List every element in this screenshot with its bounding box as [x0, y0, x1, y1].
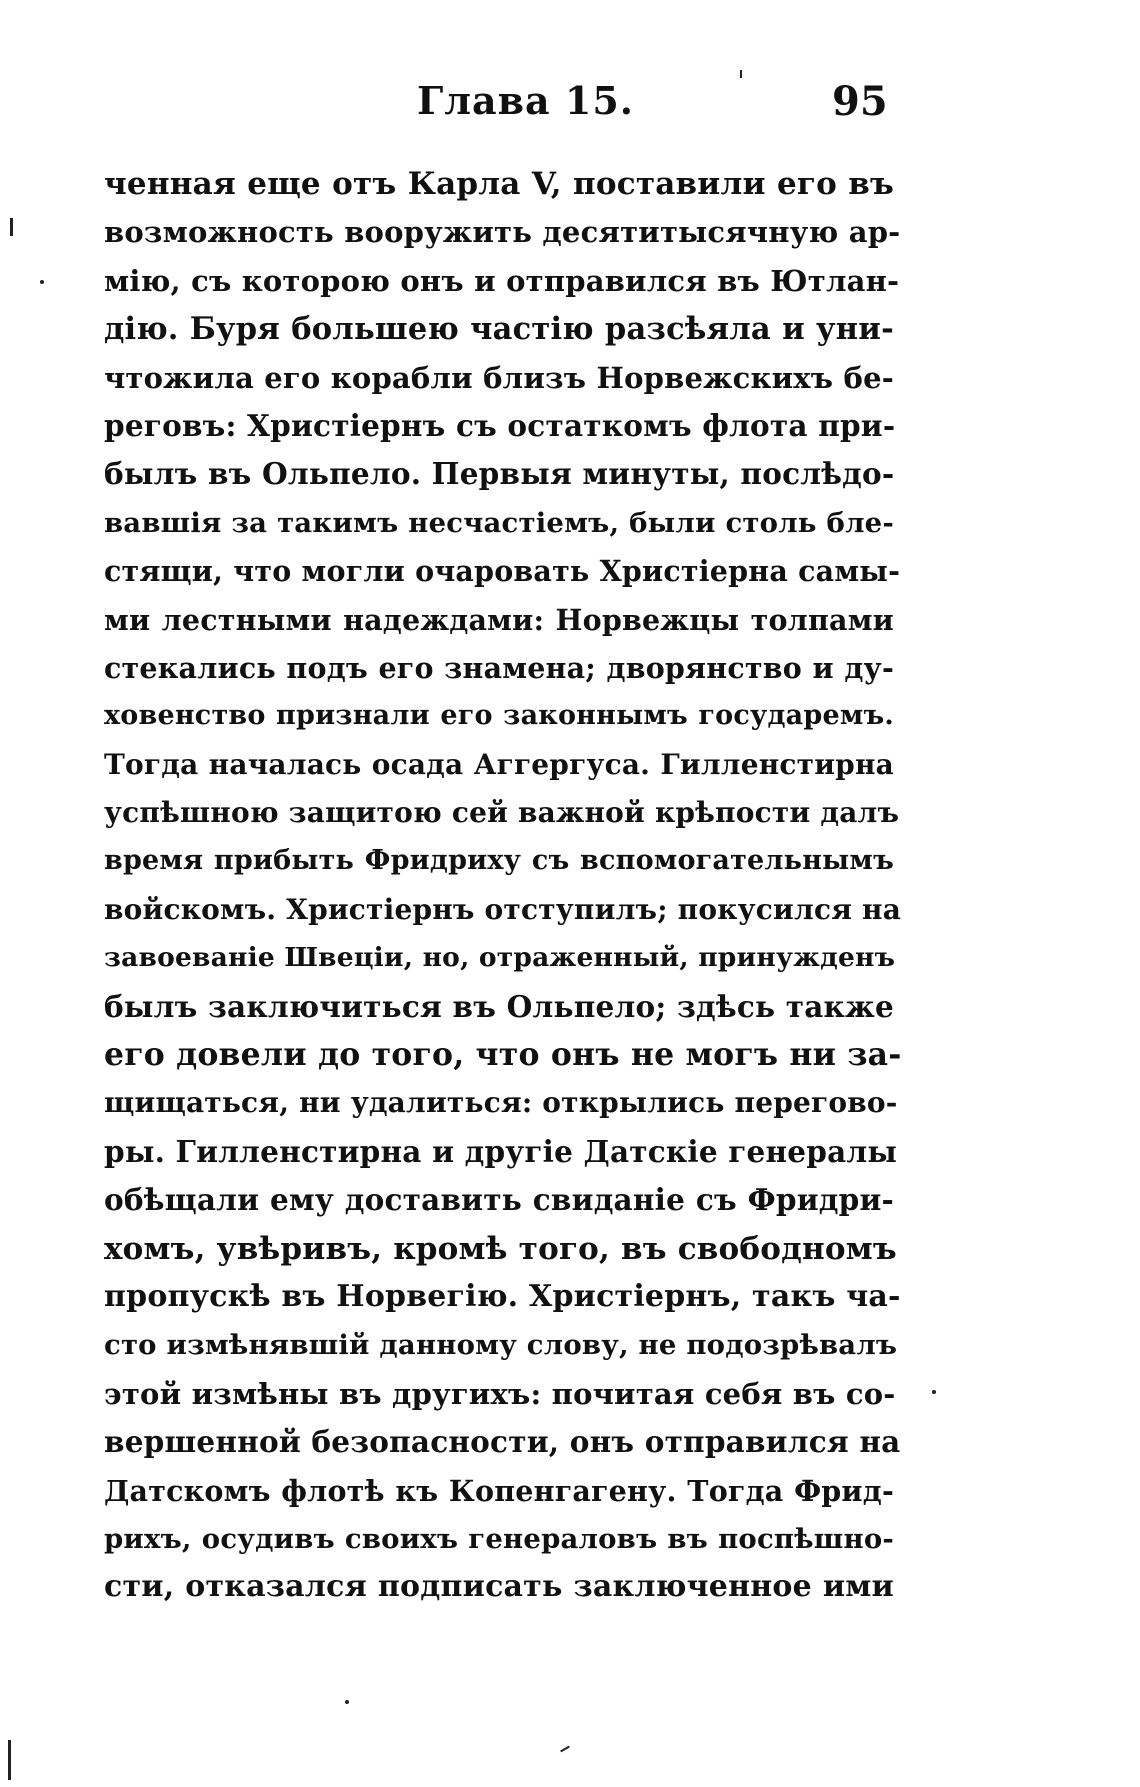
text-line: щищаться, ни удалиться: открылись перегово- [104, 1086, 898, 1120]
scan-speck [8, 1740, 11, 1780]
chapter-title: Глава 15. [417, 78, 635, 123]
text-line: этой измѣны въ другихъ: почитая себя въ со- [104, 1376, 896, 1411]
scan-speck [560, 1746, 570, 1753]
text-line: Датскомъ флотѣ къ Копенгагену. Тогда Фрид- [104, 1473, 894, 1508]
text-line: мiю, съ которою онъ и отправился въ Ютлан- [104, 263, 900, 298]
text-line: завоеванiе Швецiи, но, отраженный, принужденъ [104, 942, 896, 974]
text-line: успѣшною защитою сей важной крѣпости далъ [104, 796, 900, 830]
text-line: ченная еще отъ Карла V, поставили его въ [104, 166, 894, 202]
text-line: возможность вооружить десятитысячную ар- [104, 215, 901, 250]
body-text [104, 160, 902, 1612]
text-line: ми лестными надеждами: Норвежцы толпами [104, 602, 894, 637]
text-line: сти, отказался подписать заключенное ими [104, 1569, 894, 1605]
text-line: стекались подъ его знамена; дворянство и ду- [104, 650, 894, 685]
scan-speck [10, 218, 13, 236]
text-line: сто измѣнявшiй данному слову, не подозрѣвалъ [104, 1329, 898, 1362]
page-number: 95 [832, 78, 888, 125]
text-line: чтожила его корабли близъ Норвежскихъ бе- [104, 360, 894, 395]
text-line: дiю. Буря большею частiю разсѣяла и уни- [104, 311, 894, 348]
scan-speck [40, 280, 44, 284]
text-line: рихъ, осудивъ своихъ генераловъ въ поспѣшно- [104, 1522, 894, 1555]
text-line: стящи, что могли очаровать Христiерна самы- [104, 554, 901, 589]
text-line: былъ въ Ольпело. Первыя минуты, послѣдо- [104, 456, 895, 492]
text-line: реговъ: Христiернъ съ остаткомъ флота при- [104, 407, 896, 443]
text-line: его довели до того, что онъ не могъ ни за- [104, 1036, 902, 1074]
scan-speck [740, 70, 742, 78]
text-line: обѣщали ему доставить свиданiе съ Фридри- [104, 1182, 894, 1218]
scan-speck [345, 1700, 349, 1704]
text-line: пропускѣ въ Норвегiю. Христiернъ, такъ ча- [104, 1278, 901, 1314]
text-line: вершенной безопасности, онъ отправился на [104, 1424, 901, 1460]
text-line: войскомъ. Христiернъ отступилъ; покусился на [104, 892, 902, 926]
text-line: ры. Гилленстирна и другiе Датскiе генералы [104, 1133, 898, 1169]
text-line: былъ заключиться въ Ольпело; здѣсь также [104, 988, 894, 1024]
text-line: Тогда началась осада Аггергуса. Гилленстирна [104, 747, 894, 781]
scan-speck [932, 1390, 936, 1394]
text-line: хомъ, увѣривъ, кромѣ того, въ свободномъ [104, 1230, 897, 1267]
text-line: ховенство признали его законнымъ государемъ. [104, 700, 894, 732]
text-line: время прибыть Фридриху съ вспомогательнымъ [104, 845, 894, 877]
text-line: вавшiя за такимъ несчастiемъ, были столь бле- [104, 506, 894, 539]
running-head [0, 78, 1140, 134]
